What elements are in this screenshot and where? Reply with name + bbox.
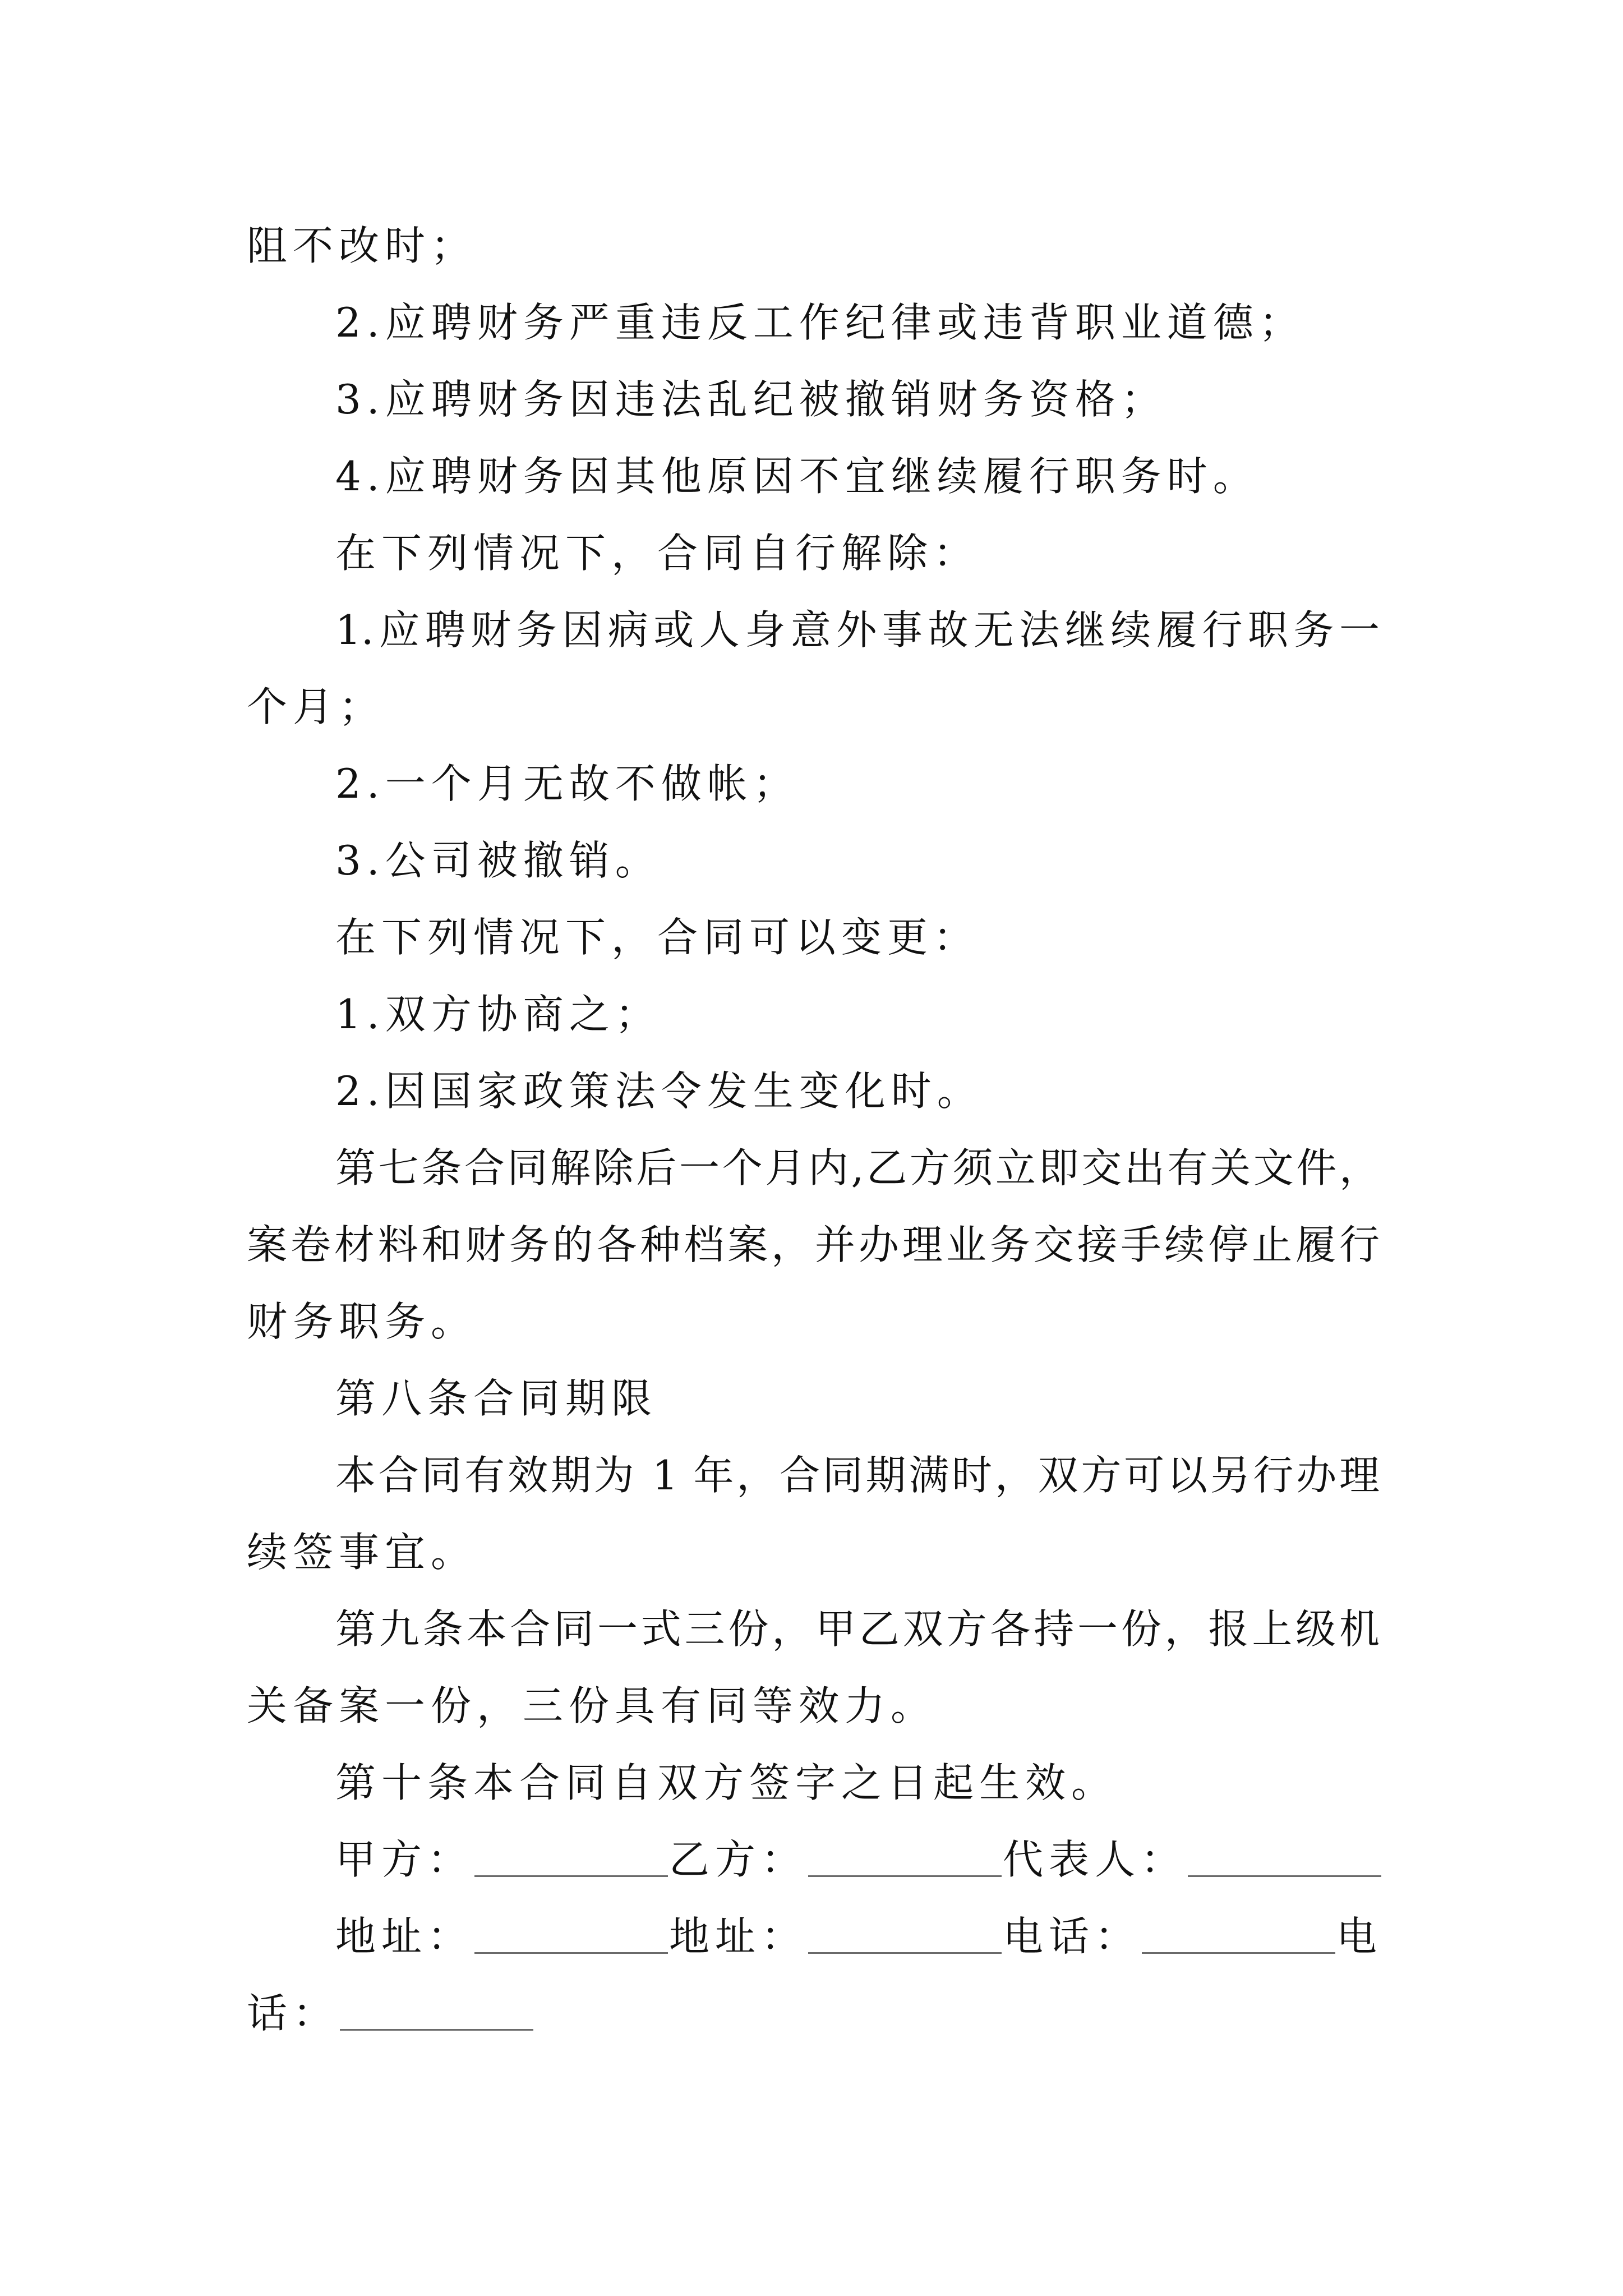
text-line: 在下列情况下，合同自行解除：	[335, 530, 980, 577]
text-line: 第十条本合同自双方签字之日起生效。	[335, 1759, 1118, 1806]
representative-label: 代表人：	[1003, 1836, 1187, 1883]
address-b-blank	[808, 1952, 1002, 1954]
party-a-label: 甲方：	[335, 1836, 474, 1883]
address-a-blank	[474, 1952, 668, 1954]
text-line: 本合同有效期为 1 年，合同期满时，双方可以另行办理	[335, 1452, 1380, 1499]
text-line: 第九条本合同一式三份，甲乙双方各持一份，报上级机	[335, 1605, 1380, 1653]
text-line: 阻不改时；	[247, 222, 477, 269]
text-line: 第七条合同解除后一个月内,乙方须立即交出有关文件，	[335, 1144, 1380, 1191]
text-line: 2.应聘财务严重违反工作纪律或违背职业道德；	[335, 299, 1305, 346]
party-b-label: 乙方：	[669, 1836, 808, 1883]
text-line: 3.应聘财务因违法乱纪被撤销财务资格；	[335, 376, 1167, 423]
text-line: 在下列情况下，合同可以变更：	[335, 914, 980, 961]
text-line: 1.双方协商之；	[335, 991, 661, 1038]
party-a-blank	[474, 1875, 668, 1877]
signature-row-phone	[247, 1975, 1380, 2052]
text-line: 3.公司被撤销。	[335, 837, 661, 884]
phone-a-label: 电话：	[1003, 1913, 1141, 1960]
signature-row-contacts	[247, 1898, 1383, 1975]
party-b-blank	[808, 1875, 1002, 1877]
phone-b-blank	[340, 2029, 533, 2031]
address-a-label: 地址：	[335, 1913, 474, 1960]
text-line: 2.一个月无故不做帐；	[335, 760, 799, 807]
text-line: 财务职务。	[247, 1298, 477, 1345]
phone-b-label-start: 电	[1336, 1913, 1383, 1960]
text-line: 4.应聘财务因其他原因不宜继续履行职务时。	[335, 453, 1259, 500]
phone-a-blank	[1142, 1952, 1335, 1954]
signature-row-parties	[247, 1821, 1380, 1898]
text-line: 2.因国家政策法令发生变化时。	[335, 1068, 983, 1115]
text-line: 关备案一份，三份具有同等效力。	[247, 1682, 937, 1729]
document-body	[247, 208, 1383, 2052]
text-line: 案卷材料和财务的各种档案，并办理业务交接手续停止履行	[247, 1221, 1380, 1268]
text-line: 第八条合同期限	[335, 1375, 658, 1422]
text-line: 1.应聘财务因病或人身意外事故无法继续履行职务一	[335, 606, 1380, 654]
phone-b-label-end: 话：	[247, 1990, 339, 2037]
representative-blank	[1188, 1875, 1381, 1877]
text-line: 续签事宜。	[247, 1529, 477, 1576]
text-line: 个月；	[247, 683, 385, 730]
address-b-label: 地址：	[669, 1913, 808, 1960]
